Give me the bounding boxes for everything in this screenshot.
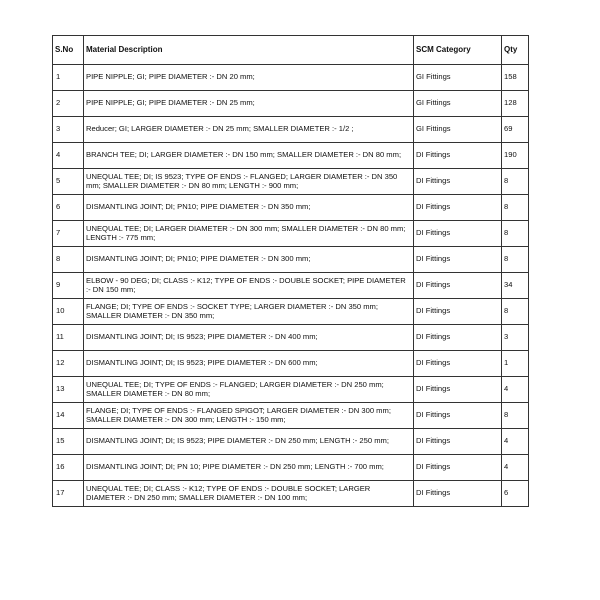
table-row [53, 143, 529, 169]
cell-scm-category: DI Fittings [414, 299, 502, 325]
cell-sno: 4 [53, 143, 84, 169]
cell-scm-category: DI Fittings [414, 221, 502, 247]
cell-scm-category: DI Fittings [414, 195, 502, 221]
cell-qty: 158 [502, 65, 529, 91]
cell-sno: 12 [53, 351, 84, 377]
cell-qty: 8 [502, 403, 529, 429]
cell-material-description: FLANGE; DI; TYPE OF ENDS :- SOCKET TYPE; LARGER DIAMETER :- DN 350 mm; SMALLER DIAMETER :- DN 350 mm; [84, 299, 414, 325]
cell-material-description: PIPE NIPPLE; GI; PIPE DIAMETER :- DN 25 mm; [84, 91, 414, 117]
material-table [52, 35, 529, 507]
cell-material-description: UNEQUAL TEE; DI; IS 9523; TYPE OF ENDS :- FLANGED; LARGER DIAMETER :- DN 350 mm; SMALLER DIAMETER :- DN 80 mm; LENGTH :- 900 mm; [84, 169, 414, 195]
cell-material-description: FLANGE; DI; TYPE OF ENDS :- FLANGED SPIGOT; LARGER DIAMETER :- DN 300 mm; SMALLER DIAMETER :- DN 300 mm; LENGTH :- 150 mm; [84, 403, 414, 429]
cell-sno: 3 [53, 117, 84, 143]
cell-material-description: DISMANTLING JOINT; DI; PN 10; PIPE DIAMETER :- DN 250 mm; LENGTH :- 700 mm; [84, 455, 414, 481]
material-table-container [52, 35, 528, 507]
cell-material-description: UNEQUAL TEE; DI; LARGER DIAMETER :- DN 300 mm; SMALLER DIAMETER :- DN 80 mm; LENGTH :- 775 mm; [84, 221, 414, 247]
cell-sno: 9 [53, 273, 84, 299]
cell-qty: 8 [502, 299, 529, 325]
cell-scm-category: DI Fittings [414, 377, 502, 403]
cell-material-description: DISMANTLING JOINT; DI; PN10; PIPE DIAMETER :- DN 300 mm; [84, 247, 414, 273]
cell-qty: 190 [502, 143, 529, 169]
table-row [53, 403, 529, 429]
cell-scm-category: DI Fittings [414, 325, 502, 351]
table-row [53, 91, 529, 117]
table-row [53, 299, 529, 325]
cell-qty: 1 [502, 351, 529, 377]
header-sno: S.No [53, 36, 84, 65]
table-row [53, 221, 529, 247]
cell-sno: 6 [53, 195, 84, 221]
table-row [53, 429, 529, 455]
cell-qty: 69 [502, 117, 529, 143]
cell-material-description: DISMANTLING JOINT; DI; PN10; PIPE DIAMETER :- DN 350 mm; [84, 195, 414, 221]
table-header-row [53, 36, 529, 65]
cell-qty: 8 [502, 221, 529, 247]
table-row [53, 351, 529, 377]
cell-scm-category: DI Fittings [414, 273, 502, 299]
cell-qty: 8 [502, 247, 529, 273]
cell-qty: 6 [502, 481, 529, 507]
cell-sno: 15 [53, 429, 84, 455]
cell-material-description: ELBOW - 90 DEG; DI; CLASS :- K12; TYPE OF ENDS :- DOUBLE SOCKET; PIPE DIAMETER :- DN 150 mm; [84, 273, 414, 299]
cell-scm-category: DI Fittings [414, 351, 502, 377]
cell-material-description: DISMANTLING JOINT; DI; IS 9523; PIPE DIAMETER :- DN 400 mm; [84, 325, 414, 351]
table-body [53, 65, 529, 507]
cell-scm-category: DI Fittings [414, 403, 502, 429]
header-material-description: Material Description [84, 36, 414, 65]
cell-qty: 8 [502, 169, 529, 195]
cell-scm-category: GI Fittings [414, 65, 502, 91]
table-row [53, 169, 529, 195]
cell-scm-category: DI Fittings [414, 247, 502, 273]
cell-sno: 16 [53, 455, 84, 481]
cell-sno: 14 [53, 403, 84, 429]
cell-material-description: DISMANTLING JOINT; DI; IS 9523; PIPE DIAMETER :- DN 600 mm; [84, 351, 414, 377]
cell-qty: 34 [502, 273, 529, 299]
table-row [53, 325, 529, 351]
table-row [53, 455, 529, 481]
cell-qty: 3 [502, 325, 529, 351]
cell-sno: 8 [53, 247, 84, 273]
cell-material-description: UNEQUAL TEE; DI; CLASS :- K12; TYPE OF ENDS :- DOUBLE SOCKET; LARGER DIAMETER :- DN 250 mm; SMALLER DIAMETER :- DN 100 mm; [84, 481, 414, 507]
cell-sno: 11 [53, 325, 84, 351]
table-row [53, 247, 529, 273]
cell-qty: 128 [502, 91, 529, 117]
cell-qty: 4 [502, 455, 529, 481]
cell-scm-category: DI Fittings [414, 169, 502, 195]
cell-scm-category: DI Fittings [414, 429, 502, 455]
cell-sno: 5 [53, 169, 84, 195]
cell-sno: 2 [53, 91, 84, 117]
cell-sno: 7 [53, 221, 84, 247]
cell-material-description: PIPE NIPPLE; GI; PIPE DIAMETER :- DN 20 mm; [84, 65, 414, 91]
header-qty: Qty [502, 36, 529, 65]
cell-scm-category: GI Fittings [414, 91, 502, 117]
cell-scm-category: DI Fittings [414, 455, 502, 481]
table-row [53, 117, 529, 143]
cell-scm-category: DI Fittings [414, 143, 502, 169]
cell-qty: 8 [502, 195, 529, 221]
cell-material-description: Reducer; GI; LARGER DIAMETER :- DN 25 mm; SMALLER DIAMETER :- 1/2 ; [84, 117, 414, 143]
cell-qty: 4 [502, 429, 529, 455]
table-row [53, 377, 529, 403]
cell-sno: 17 [53, 481, 84, 507]
table-row [53, 65, 529, 91]
cell-material-description: DISMANTLING JOINT; DI; IS 9523; PIPE DIAMETER :- DN 250 mm; LENGTH :- 250 mm; [84, 429, 414, 455]
cell-sno: 1 [53, 65, 84, 91]
cell-scm-category: DI Fittings [414, 481, 502, 507]
header-scm-category: SCM Category [414, 36, 502, 65]
cell-material-description: UNEQUAL TEE; DI; TYPE OF ENDS :- FLANGED; LARGER DIAMETER :- DN 250 mm; SMALLER DIAMETER :- DN 80 mm; [84, 377, 414, 403]
table-row [53, 481, 529, 507]
cell-qty: 4 [502, 377, 529, 403]
table-row [53, 273, 529, 299]
cell-sno: 13 [53, 377, 84, 403]
cell-material-description: BRANCH TEE; DI; LARGER DIAMETER :- DN 150 mm; SMALLER DIAMETER :- DN 80 mm; [84, 143, 414, 169]
table-row [53, 195, 529, 221]
cell-sno: 10 [53, 299, 84, 325]
cell-scm-category: GI Fittings [414, 117, 502, 143]
